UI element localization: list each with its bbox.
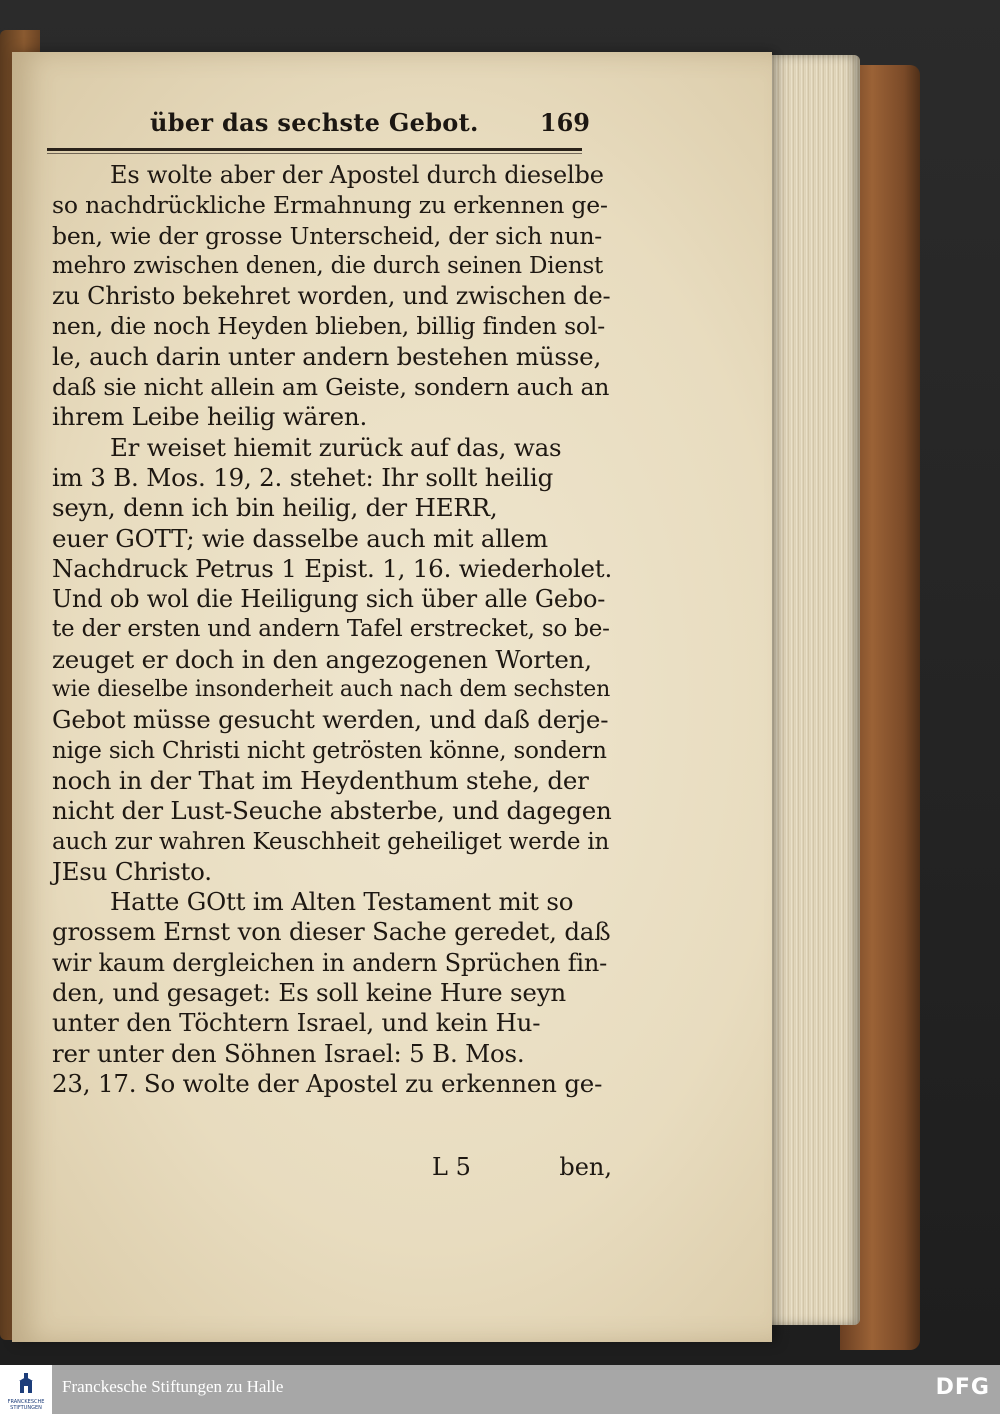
- text-line: wir kaum dergleichen in andern Sprüchen fin-: [52, 948, 608, 977]
- text-line: grossem Ernst von dieser Sache geredet, daß: [52, 917, 611, 947]
- signature-mark: L 5: [432, 1153, 471, 1181]
- text-line: wie dieselbe insonderheit auch nach dem sechsten: [52, 677, 611, 703]
- text-line: 23, 17. So wolte der Apostel zu erkennen ge-: [52, 1068, 603, 1098]
- running-title: über das sechste Gebot.: [150, 108, 479, 137]
- header-rule: [47, 148, 582, 151]
- text-line: noch in der That im Heydenthum stehe, der: [52, 765, 589, 795]
- text-line: nen, die noch Heyden blieben, billig finden sol-: [52, 312, 605, 341]
- text-line: ben, wie der grosse Unterscheid, der sich nun-: [52, 221, 603, 250]
- francke-logo[interactable]: [0, 1365, 52, 1414]
- text-line: le, auch darin unter andern bestehen müsse,: [52, 341, 602, 371]
- text-line: ihrem Leibe heilig wären.: [52, 402, 368, 432]
- logo-text: FRANCKESCHE STIFTUNGEN: [7, 1399, 45, 1411]
- text-line: JEsu Christo.: [52, 856, 212, 886]
- text-line: mehro zwischen denen, die durch seinen Dienst: [52, 252, 604, 279]
- institution-name: Franckesche Stiftungen zu Halle: [62, 1377, 284, 1396]
- header-rule-thin: [47, 153, 582, 154]
- text-line: so nachdrückliche Ermahnung zu erkennen ge-: [52, 191, 608, 220]
- viewer-footer-bar: [0, 1365, 1000, 1414]
- text-line: rer unter den Söhnen Israel: 5 B. Mos.: [52, 1038, 525, 1068]
- text-line: daß sie nicht allein am Geiste, sondern auch an: [52, 373, 610, 402]
- text-line: Es wolte aber der Apostel durch dieselbe: [110, 161, 604, 189]
- text-line: Hatte GOtt im Alten Testament mit so: [110, 887, 574, 917]
- text-line: zu Christo bekehret worden, und zwischen de-: [52, 282, 611, 311]
- text-line: te der ersten und andern Tafel erstrecket, so be-: [52, 616, 610, 643]
- catchword: ben,: [559, 1153, 612, 1181]
- text-line: Und ob wol die Heiligung sich über alle Gebo-: [52, 585, 606, 614]
- text-line: den, und gesaget: Es soll keine Hure seyn: [52, 978, 566, 1008]
- text-line: auch zur wahren Keuschheit geheiliget werde in: [52, 828, 610, 855]
- text-line: Nachdruck Petrus 1 Epist. 1, 16. wiederholet.: [52, 553, 613, 583]
- text-line: Er weiset hiemit zurück auf das, was: [110, 432, 562, 462]
- text-line: Gebot müsse gesucht werden, und daß derje-: [52, 705, 609, 735]
- page-header: [150, 108, 590, 144]
- francke-building-icon: [17, 1373, 35, 1395]
- text-line: seyn, denn ich bin heilig, der HERR,: [52, 493, 498, 523]
- text-line: nige sich Christi nicht getrösten könne, sondern: [52, 737, 607, 764]
- text-line: im 3 B. Mos. 19, 2. stehet: Ihr sollt heilig: [52, 462, 554, 492]
- dfg-logo: DFG: [935, 1375, 990, 1400]
- page-number: 169: [539, 108, 590, 137]
- text-line: nicht der Lust-Seuche absterbe, und dagegen: [52, 796, 612, 826]
- body-text: [52, 160, 612, 1099]
- text-line: zeuget er doch in den angezogenen Worten,: [52, 644, 592, 674]
- text-line: unter den Töchtern Israel, und kein Hu-: [52, 1008, 541, 1038]
- text-line: euer GOTT; wie dasselbe auch mit allem: [52, 523, 548, 553]
